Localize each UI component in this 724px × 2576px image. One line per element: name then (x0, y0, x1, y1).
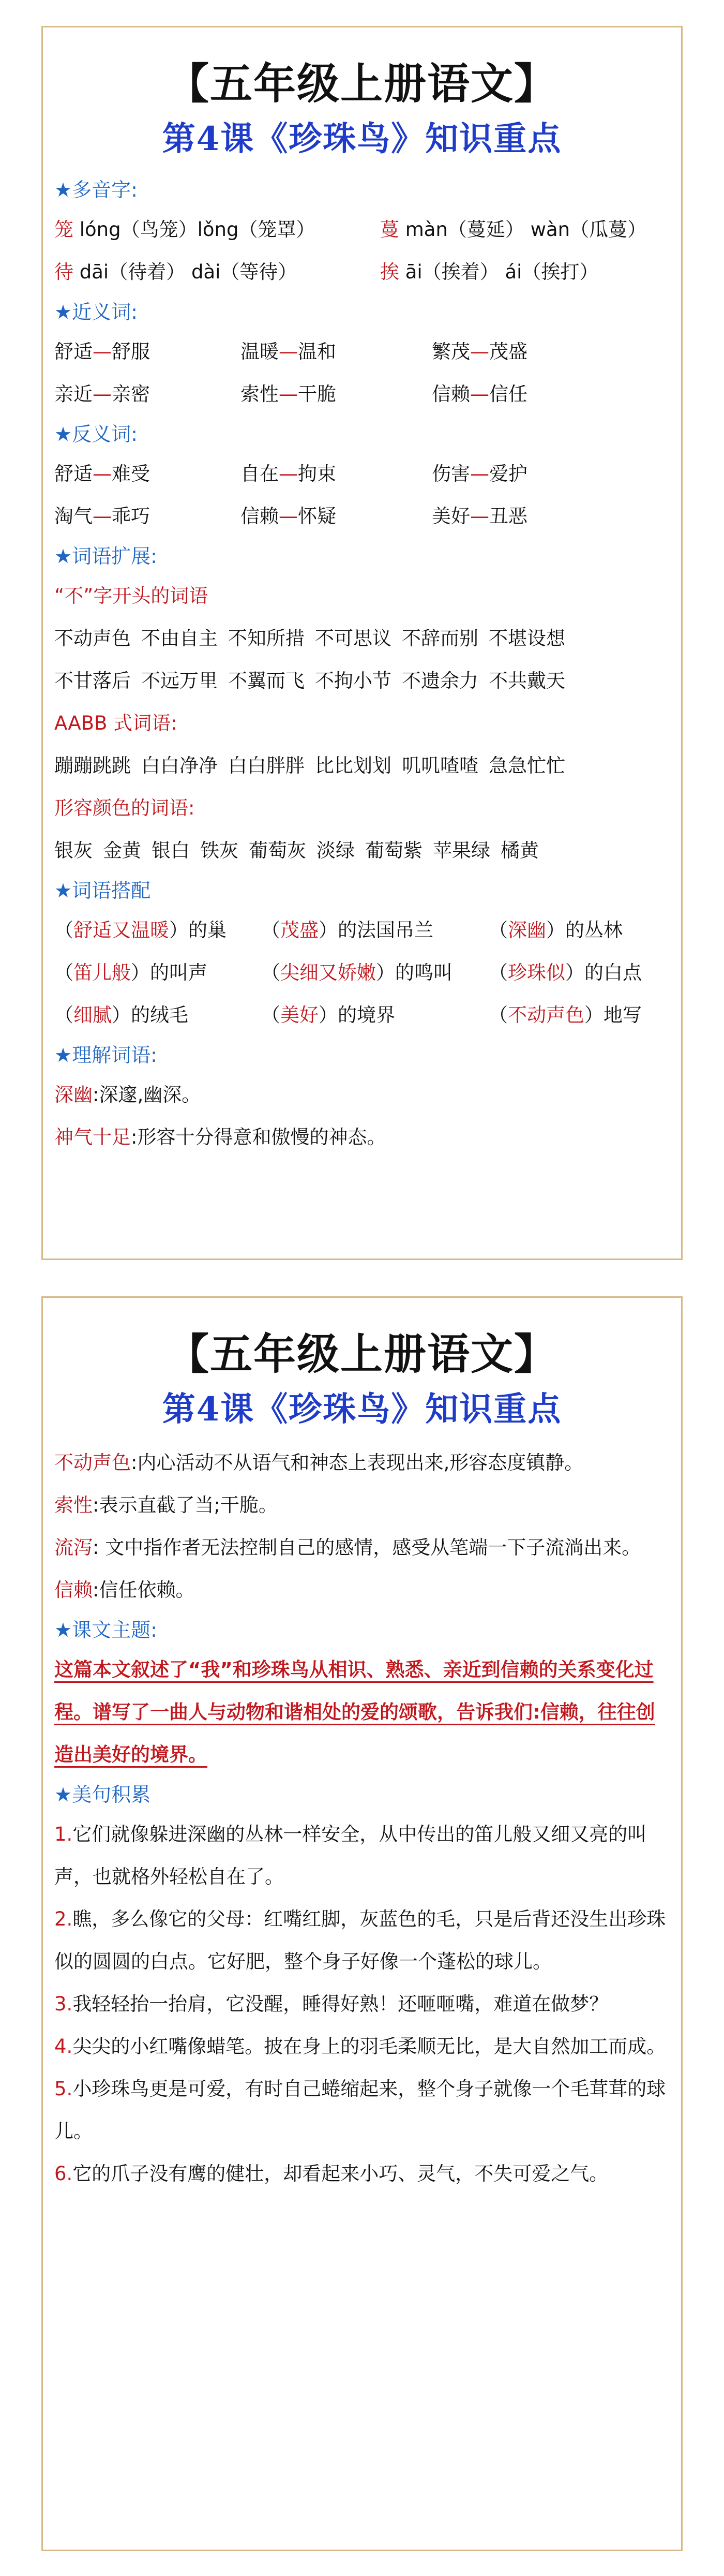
collocation-row (54, 994, 670, 1037)
definition-item: 流泻: 文中指作者无法控制自己的感情，感受从笔端一下子流淌出来。 (54, 1536, 641, 1559)
word: 不翼而飞 (228, 670, 305, 692)
bu-words-line (54, 660, 670, 702)
section-heading-theme: ★课文主题: (54, 1619, 157, 1641)
aabb-words-label: AABB 式词语: (54, 712, 177, 734)
word: 白白胖胖 (228, 754, 305, 777)
sentence-item: 3.我轻轻抬一抬肩，它没醒，睡得好熟！还咂咂嘴，难道在做梦？ (54, 1993, 609, 2015)
word: 蹦蹦跳跳 (54, 754, 131, 777)
word: 橘黄 (501, 839, 539, 862)
sentence-item: 2.瞧，多么像它的父母：红嘴红脚，灰蓝色的毛，只是后背还没生出珍珠似的圆圆的白点。它好肥，整个身子好像一个蓬松的球儿。 (54, 1908, 666, 1973)
collocation-item: （舒适又温暖）的巢 (54, 919, 227, 941)
polyphonic-char: 笼 (54, 218, 73, 241)
section-heading-polyphonic: ★多音字: (54, 179, 138, 201)
word: 叽叽喳喳 (402, 754, 478, 777)
collocation-item: （不动声色）地写 (489, 1004, 642, 1026)
word: 银白 (152, 839, 190, 862)
antonym-pair: 淘气—乖巧 (54, 505, 150, 527)
bu-words-line (54, 617, 670, 660)
theme-text: 这篇本文叙述了“我”和珍珠鸟从相识、熟悉、亲近到信赖的关系变化过程。谱写了一曲人与动物和谐相处的爱的颂歌，告诉我们:信赖，往往创造出美好的境界。 (54, 1659, 655, 1766)
definition-item: 索性:表示直截了当;干脆。 (54, 1494, 278, 1516)
antonym-pair: 舒适—难受 (54, 463, 150, 485)
collocation-row (54, 909, 670, 952)
word: 急急忙忙 (489, 754, 565, 777)
word: 比比划划 (315, 754, 391, 777)
definition-item: 信赖:信任依赖。 (54, 1579, 195, 1601)
word: 不由自主 (141, 627, 218, 649)
page2-content (54, 1442, 670, 2195)
synonym-pair: 舒适—舒服 (54, 340, 150, 363)
definition-item: 深幽:深邃,幽深。 (54, 1084, 201, 1106)
word: 不甘落后 (54, 670, 131, 692)
polyphonic-reading: màn（蔓延） wàn（瓜蔓） (399, 218, 647, 241)
word: 淡绿 (316, 839, 355, 862)
aabb-words-line (54, 745, 670, 787)
polyphonic-row (54, 251, 670, 293)
bu-words-label: “不”字开头的词语 (54, 585, 208, 607)
collocation-row (54, 952, 670, 994)
word: 不遗余力 (402, 670, 478, 692)
section-heading-collocation: ★词语搭配 (54, 879, 151, 902)
collocation-item: （茂盛）的法国吊兰 (261, 919, 433, 941)
word: 不可思议 (315, 627, 391, 649)
page1-content (54, 171, 670, 1159)
word: 葡萄紫 (365, 839, 423, 862)
polyphonic-char: 挨 (380, 261, 399, 283)
synonym-pair: 繁茂—茂盛 (432, 340, 527, 363)
word: 不辞而别 (402, 627, 478, 649)
antonym-pair: 伤害—爱护 (432, 463, 527, 485)
sentence-item: 6.它的爪子没有鹰的健壮，却看起来小巧、灵气，不失可爱之气。 (54, 2163, 609, 2185)
collocation-item: （深幽）的丛林 (489, 919, 623, 941)
word: 不拘小节 (315, 670, 391, 692)
sentence-item: 5.小珍珠鸟更是可爱，有时自己蜷缩起来，整个身子就像一个毛茸茸的球儿。 (54, 2078, 666, 2142)
polyphonic-reading: lóng（鸟笼）lǒng（笼罩） (73, 218, 315, 241)
color-words-label: 形容颜色的词语: (54, 797, 195, 819)
polyphonic-row (54, 209, 670, 251)
section-heading-antonyms: ★反义词: (54, 423, 138, 446)
word: 银灰 (54, 839, 93, 862)
definition-item: 不动声色:内心活动不从语气和神态上表现出来,形容态度镇静。 (54, 1452, 584, 1474)
section-heading-expansion: ★词语扩展: (54, 545, 157, 568)
section-heading-sentences: ★美句积累 (54, 1783, 151, 1806)
sentence-item: 4.尖尖的小红嘴像蜡笔。披在身上的羽毛柔顺无比，是大自然加工而成。 (54, 2035, 666, 2057)
collocation-item: （珍珠似）的白点 (489, 961, 642, 984)
notes-page-2 (41, 1296, 683, 2551)
collocation-item: （细腻）的绒毛 (54, 1004, 188, 1026)
synonym-row (54, 331, 670, 373)
collocation-item: （尖细又娇嫩）的鸣叫 (261, 961, 452, 984)
antonym-pair: 信赖—怀疑 (240, 505, 336, 527)
word: 不共戴天 (489, 670, 565, 692)
page-title: 【五年级上册语文】 (166, 59, 557, 109)
antonym-pair: 美好—丑恶 (432, 505, 527, 527)
definition-item: 神气十足:形容十分得意和傲慢的神态。 (54, 1126, 386, 1148)
synonym-pair: 亲近—亲密 (54, 383, 150, 405)
word: 苹果绿 (433, 839, 490, 862)
notes-page-1 (41, 26, 683, 1260)
polyphonic-char: 待 (54, 261, 73, 283)
polyphonic-reading: dāi（待着） dài（等待） (73, 261, 297, 283)
synonym-pair: 信赖—信任 (432, 383, 527, 405)
word: 葡萄灰 (249, 839, 306, 862)
collocation-item: （美好）的境界 (261, 1004, 395, 1026)
word: 铁灰 (200, 839, 238, 862)
synonym-row (54, 373, 670, 416)
antonym-row (54, 453, 670, 495)
word: 白白净净 (141, 754, 218, 777)
synonym-pair: 温暖—温和 (240, 340, 336, 363)
collocation-item: （笛儿般）的叫声 (54, 961, 207, 984)
polyphonic-reading: āi（挨着） ái（挨打） (399, 261, 599, 283)
antonym-pair: 自在—拘束 (240, 463, 336, 485)
section-heading-understanding: ★理解词语: (54, 1044, 157, 1067)
word: 不堪设想 (489, 627, 565, 649)
polyphonic-char: 蔓 (380, 218, 399, 241)
word: 不远万里 (141, 670, 218, 692)
color-words-line (54, 830, 670, 872)
word: 不动声色 (54, 627, 131, 649)
synonym-pair: 索性—干脆 (240, 383, 336, 405)
page-title: 【五年级上册语文】 (166, 1329, 557, 1379)
lesson-subtitle: 第4课《珍珠鸟》知识重点 (162, 120, 562, 158)
sentence-item: 1.它们就像躲进深幽的丛林一样安全，从中传出的笛儿般又细又亮的叫声，也就格外轻松自在了。 (54, 1823, 647, 1888)
section-heading-synonyms: ★近义词: (54, 301, 138, 323)
word: 不知所措 (228, 627, 305, 649)
antonym-row (54, 495, 670, 538)
word: 金黄 (103, 839, 141, 862)
lesson-subtitle: 第4课《珍珠鸟》知识重点 (162, 1390, 562, 1429)
